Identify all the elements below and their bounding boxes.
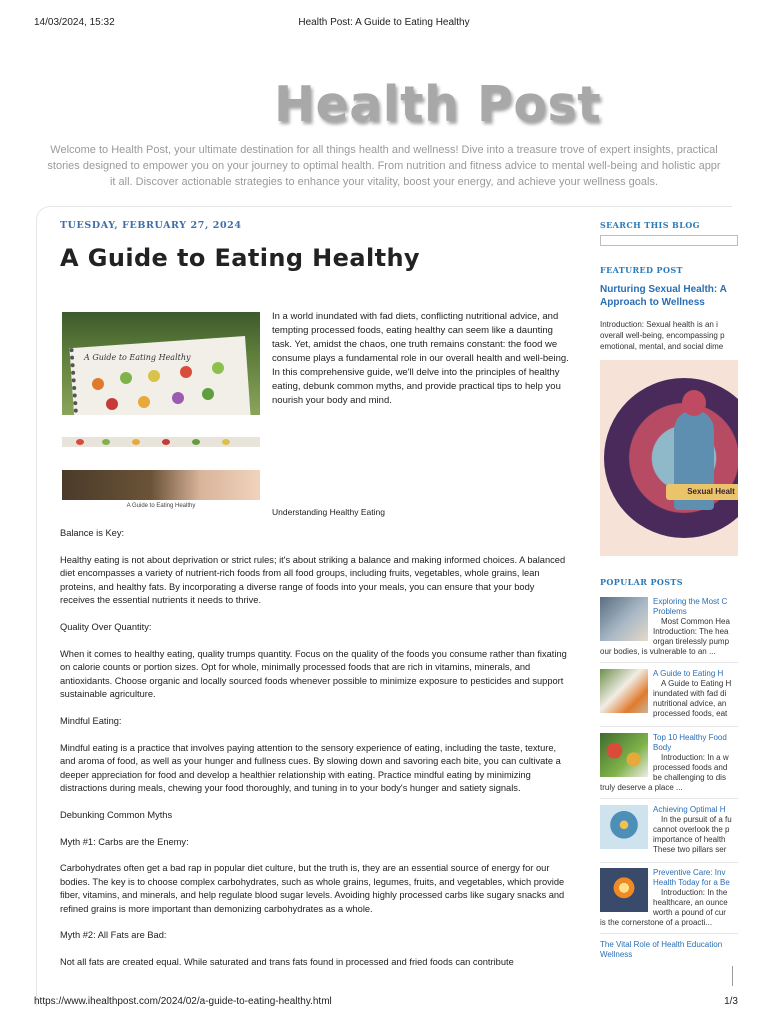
paragraph: Carbohydrates often get a bad rap in popular diet culture, but the truth is, they are an essential source of energy for our bodies. The key is to choose complex carbohydrates, such as whole grains, legumes, fruits, and vegetables, which provide fiber, vitamins, and minerals, and help regulate blood sugar levels. Avoiding highly processed carbs like sugary snacks and refined grains is more important than demonizing carbohydrates as a whole. [60, 863, 565, 914]
image-subcaption: Understanding Healthy Eating [272, 507, 385, 517]
search-heading: SEARCH THIS BLOG [600, 220, 700, 230]
popular-heading: POPULAR POSTS [600, 577, 683, 587]
post-body [60, 527, 570, 983]
featured-post-image[interactable] [600, 360, 738, 556]
notebook-title: A Guide to Eating Healthy [84, 353, 191, 362]
site-description-line: stories designed to empower you on your journey to optimal health. From nutrition and fitness advice to mental well-being and holistic appr [47, 160, 721, 172]
snippet-line: is the cornerstone of a proacti... [600, 918, 713, 927]
fruit-icon [222, 439, 230, 445]
post-image-hand [62, 470, 260, 500]
title-line[interactable]: Body [653, 743, 672, 752]
paragraph: When it comes to healthy eating, quality trumps quantity. Focus on the quality of the foods you consume rather than fixating on calorie counts or portion sizes. Opt for whole, minimally processed foods that are rich in vitamins, minerals, and antioxidants. Choose organic and locally sourced foods whenever possible to minimize exposure to pesticides and support sustainable agriculture. [60, 648, 567, 700]
fruit-icon [102, 439, 110, 445]
fruit-icon [92, 378, 104, 390]
title-line[interactable]: A Guide to Eating H [653, 669, 724, 678]
snippet-line: importance of health [653, 835, 726, 844]
scrollbar-fragment [732, 966, 735, 986]
divider [600, 726, 738, 727]
snippet-line: A Guide to Eating H [661, 679, 732, 688]
popular-post-snippet [600, 753, 738, 793]
snippet-line: nutritional advice, an [653, 699, 727, 708]
popular-post-title[interactable] [653, 733, 738, 753]
snippet-line: Introduction: In the [661, 888, 728, 897]
paragraph: Healthy eating is not about deprivation or strict rules; it's about striking a balance and making informed choices. A balanced diet encompasses a variety of nutrient-rich foods from all food groups, including fruits, vegetables, whole grains, lean proteins, and healthy fats. By incorporating a diverse range of foods into your meals, you can ensure that your body receives the essential nutrients it needs to thrive. [60, 554, 566, 606]
site-description-line: Welcome to Health Post, your ultimate destination for all things health and wellness! Dive into a treasure trove of expert insights, practical [50, 144, 718, 156]
popular-post-snippet [600, 617, 738, 657]
fruit-icon [172, 392, 184, 404]
post-date: TUESDAY, FEBRUARY 27, 2024 [60, 220, 242, 231]
featured-post-snippet [600, 319, 738, 352]
featured-title-line[interactable]: Approach to Wellness [600, 297, 705, 308]
popular-post-snippet [600, 888, 738, 928]
divider [600, 662, 738, 663]
divider [600, 862, 738, 863]
fruit-icon [212, 362, 224, 374]
snippet-line: cannot overlook the p [653, 825, 730, 834]
circle-illustration [604, 378, 738, 538]
snippet-line: worth a pound of cur [653, 908, 726, 917]
featured-title-line[interactable]: Nurturing Sexual Health: A [600, 284, 727, 295]
snippet-line: processed foods, eat [653, 709, 728, 718]
snippet-line: Introduction: In a w [661, 753, 729, 762]
title-line[interactable]: Preventive Care: Inv [653, 868, 726, 877]
fruit-icon [192, 439, 200, 445]
divider [600, 798, 738, 799]
notebook-illustration [69, 336, 250, 415]
section-heading: Myth #1: Carbs are the Enemy: [60, 836, 189, 847]
title-line[interactable]: Health Today for a Be [653, 878, 730, 887]
snippet-line: overall well-being, encompassing p [600, 331, 725, 340]
featured-heading: FEATURED POST [600, 265, 683, 275]
popular-post-title[interactable] [653, 868, 738, 888]
snippet-line: These two pillars ser [653, 845, 727, 854]
popular-post-snippet [600, 679, 738, 719]
fruit-icon [132, 439, 140, 445]
snippet-line: be challenging to dis [653, 773, 726, 782]
popular-post-snippet [600, 815, 738, 855]
title-line[interactable]: Top 10 Healthy Food [653, 733, 727, 742]
post-image[interactable] [62, 312, 260, 415]
snippet-line: our bodies, is vulnerable to an ... [600, 647, 716, 656]
snippet-line: Introduction: The hea [653, 627, 729, 636]
paragraph: Mindful eating is a practice that involves paying attention to the sensory experience of eating, including the taste, texture, and aroma of food, as well as your hunger and fullness cues. By slowing down and savoring each bite, you can cultivate a deeper appreciation for food and develop a healthier relationship with eating. Practice mindful eating by minimizing distractions during meals, chewing your food thoroughly, and tuning in to your body's hunger and satiety signals. [60, 742, 561, 794]
post-title: A Guide to Eating Healthy [60, 244, 420, 272]
print-footer [0, 996, 768, 1010]
search-input[interactable] [600, 235, 738, 246]
snippet-line: healthcare, an ounce [653, 898, 728, 907]
print-header [0, 17, 768, 31]
snippet-line: Introduction: Sexual health is an i [600, 320, 718, 329]
section-heading: Debunking Common Myths [60, 809, 173, 820]
title-line[interactable]: Exploring the Most C [653, 597, 728, 606]
section-heading: Myth #2: All Fats are Bad: [60, 930, 167, 941]
print-url: https://www.ihealthpost.com/2024/02/a-guide-to-eating-healthy.html [34, 996, 332, 1007]
heart-icon [682, 390, 706, 416]
fruit-icon [120, 372, 132, 384]
featured-post-title[interactable] [600, 283, 738, 309]
post-image-strip [62, 437, 260, 447]
snippet-line: Most Common Hea [661, 617, 730, 626]
popular-post-title[interactable] [653, 669, 738, 679]
snippet-line: emotional, mental, and social dime [600, 342, 724, 351]
site-description [30, 142, 738, 190]
section-heading: Mindful Eating: [60, 715, 122, 726]
snippet-line: In the pursuit of a fu [661, 815, 732, 824]
title-line[interactable]: The Vital Role of Health Education [600, 940, 723, 949]
divider [600, 933, 738, 934]
print-page-title: Health Post: A Guide to Eating Healthy [298, 17, 470, 28]
popular-post-title[interactable] [600, 940, 738, 960]
post-intro: In a world inundated with fad diets, conflicting nutritional advice, and tempting processed foods, eating healthy can seem like a daunting task. Yet, amidst the chaos, one truth remains constant: the food we consume plays a fundamental role in our overall health and well-being. In this comprehensive guide, we'll delve into the principles of healthy eating, debunk common myths, and provide practical tips to help you nourish your body and mind. [272, 311, 569, 406]
title-line[interactable]: Achieving Optimal H [653, 805, 726, 814]
site-description-line: it all. Discover actionable strategies to enhance your vitality, boost your energy, and achieve your wellness goals. [109, 176, 659, 188]
paragraph: Not all fats are created equal. While saturated and trans fats found in processed and fried foods can contribute [60, 957, 514, 968]
fruit-icon [76, 439, 84, 445]
popular-post-title[interactable] [653, 805, 738, 815]
title-line[interactable]: Problems [653, 607, 687, 616]
section-heading: Quality Over Quantity: [60, 621, 152, 632]
print-page-number: 1/3 [724, 996, 738, 1007]
print-datetime: 14/03/2024, 15:32 [34, 17, 115, 28]
fruit-icon [106, 398, 118, 410]
section-heading: Balance is Key: [60, 528, 125, 538]
snippet-line: processed foods and [653, 763, 728, 772]
fruit-icon [180, 366, 192, 378]
title-line[interactable]: Wellness [600, 950, 633, 959]
snippet-line: inundated with fad di [653, 689, 727, 698]
image-caption: A Guide to Eating Healthy [126, 503, 196, 509]
popular-post-title[interactable] [653, 597, 738, 617]
snippet-line: organ tirelessly pump [653, 637, 730, 646]
fruit-icon [162, 439, 170, 445]
featured-image-banner: Sexual Healt [666, 484, 738, 500]
snippet-line: truly deserve a place ... [600, 783, 683, 792]
fruit-icon [148, 370, 160, 382]
fruit-icon [138, 396, 150, 408]
site-title[interactable]: Health Post [274, 76, 602, 133]
fruit-icon [202, 388, 214, 400]
